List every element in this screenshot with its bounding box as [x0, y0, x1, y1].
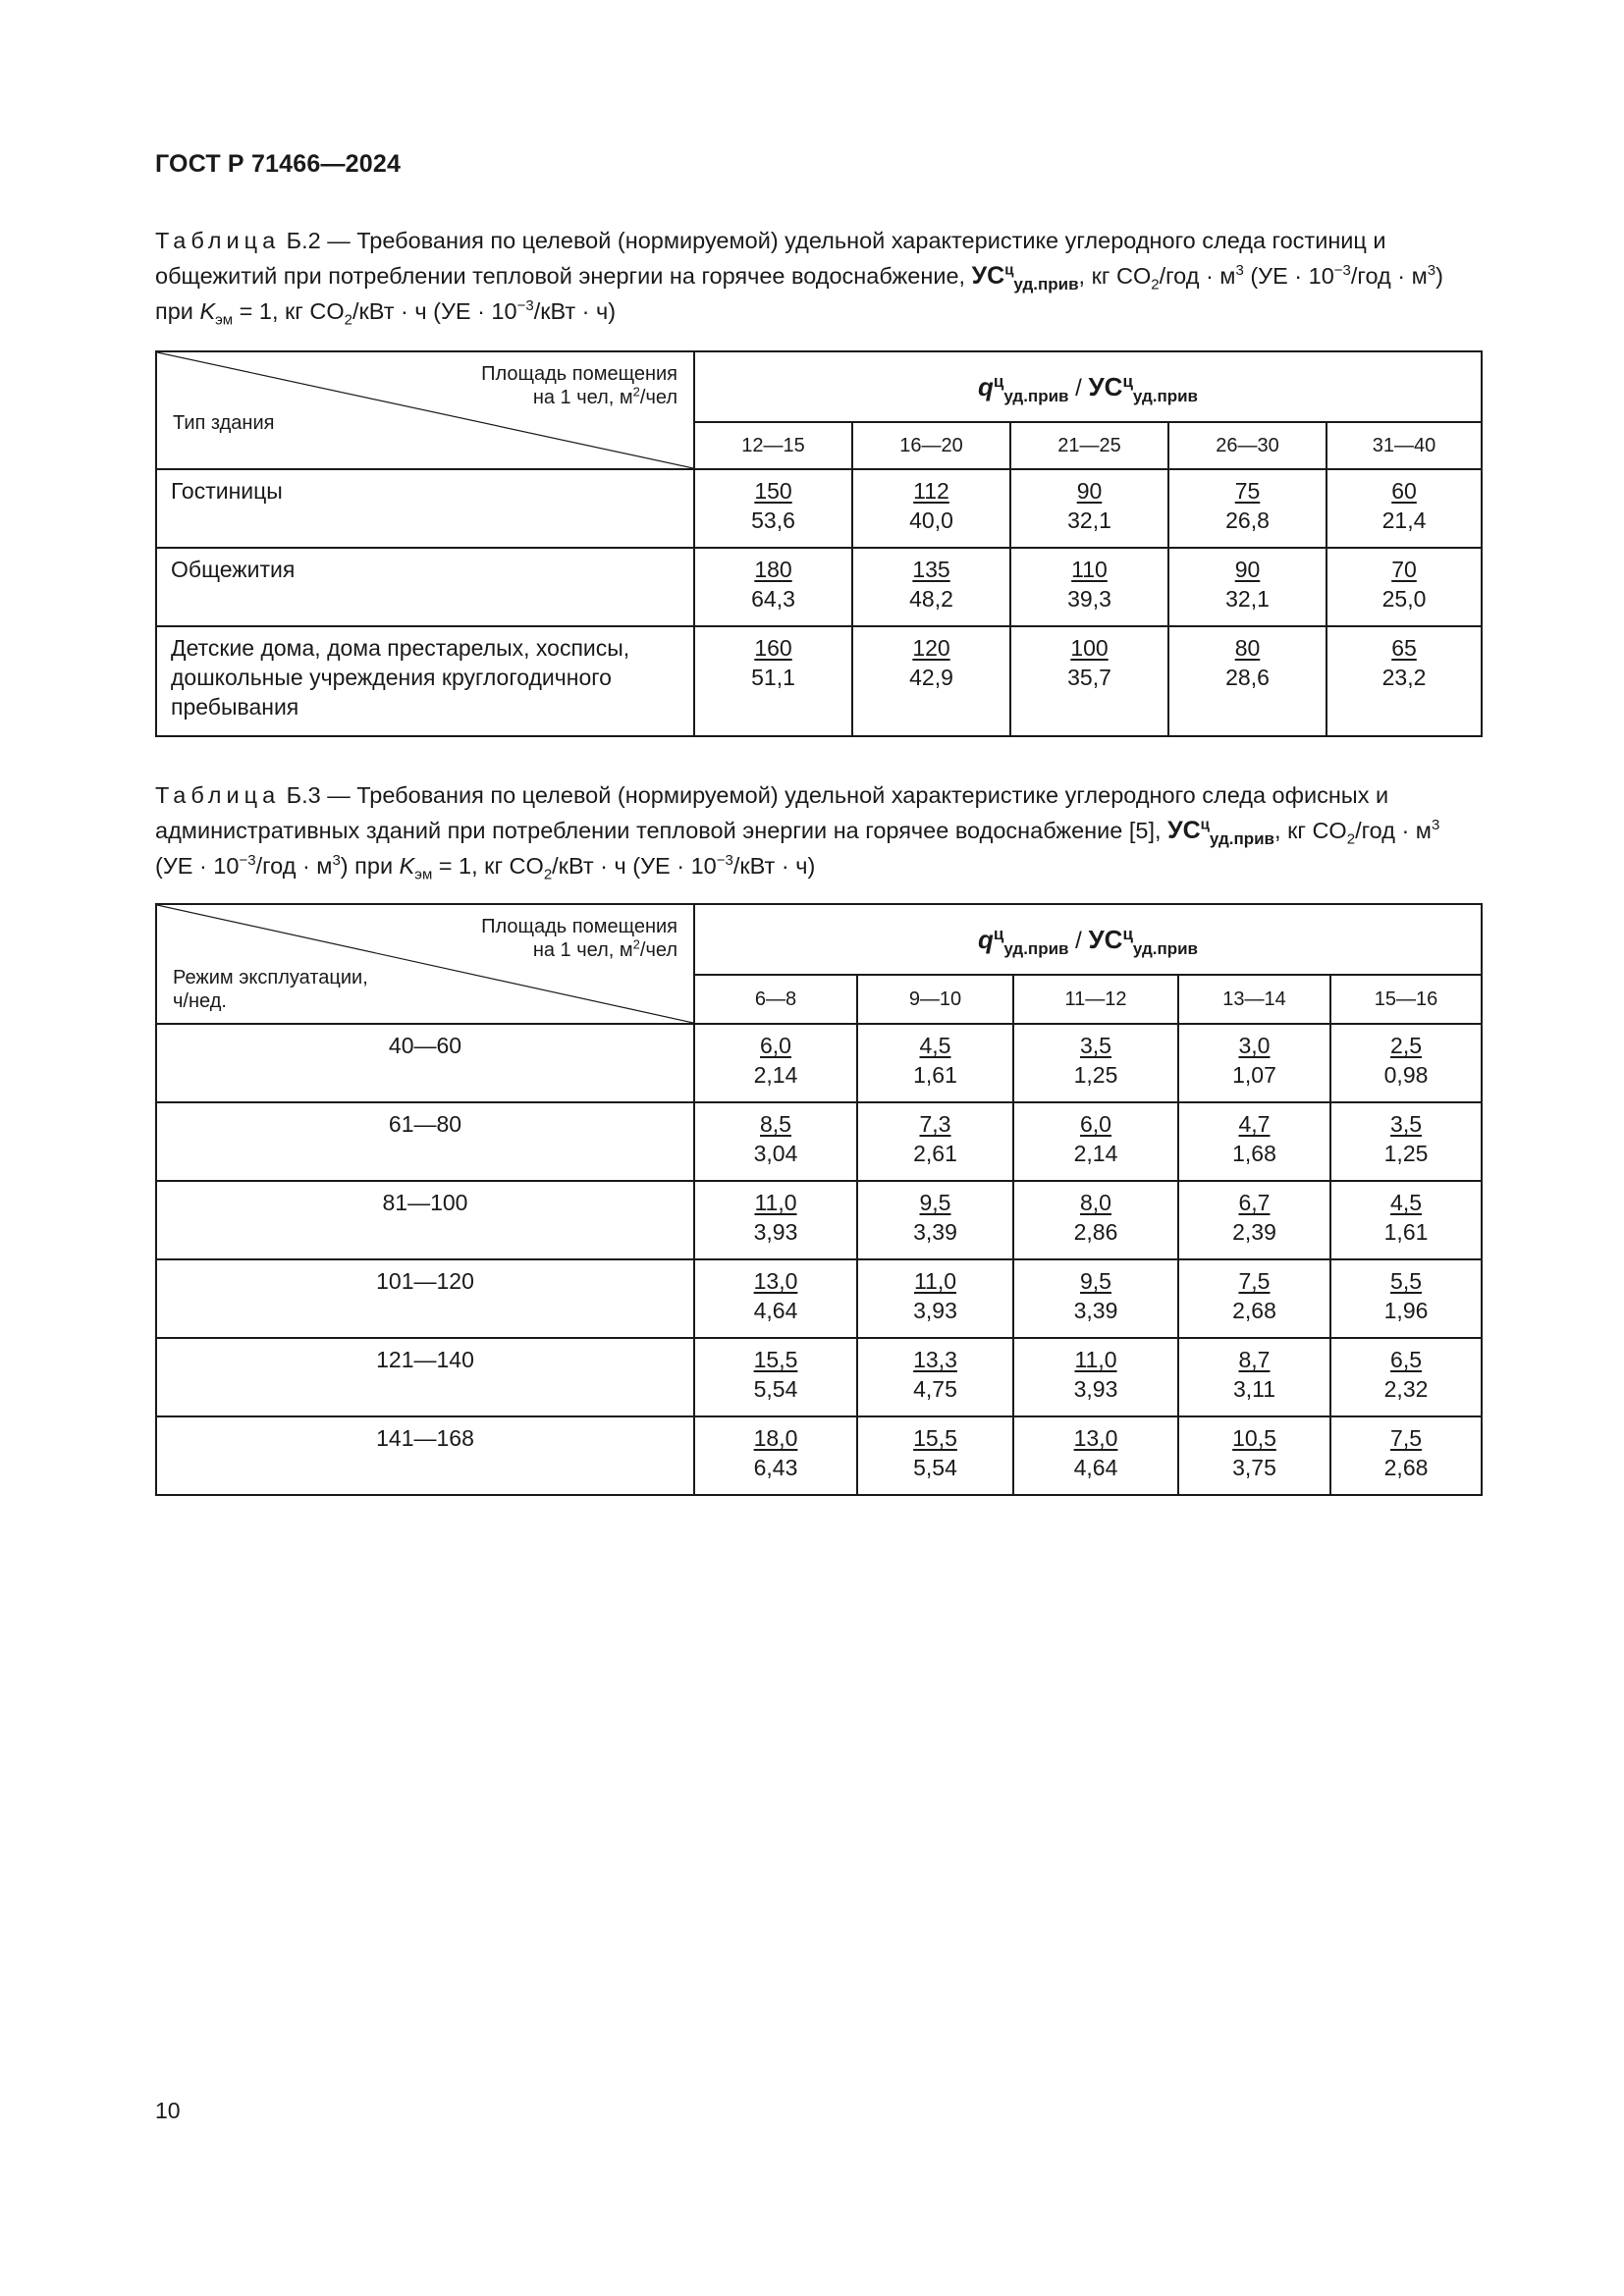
- value-cell: [1010, 548, 1168, 626]
- corner-top-label: [481, 915, 677, 962]
- value-specific: 70: [1391, 557, 1417, 582]
- value-specific: 110: [1071, 557, 1108, 582]
- value-cell: [1178, 1259, 1330, 1338]
- value-specific: 9,5: [1080, 1268, 1111, 1294]
- table-word: Таблица: [155, 782, 281, 808]
- label-line: Общежития: [171, 557, 296, 582]
- subscript: 2: [1151, 276, 1160, 294]
- value-cell: [1330, 1024, 1482, 1102]
- table-row: [156, 1259, 1482, 1338]
- value-specific: 100: [1070, 635, 1109, 661]
- table-b2: [155, 350, 1483, 737]
- value-cell: [1330, 1338, 1482, 1416]
- value-cell: [852, 548, 1010, 626]
- value-cell: [1330, 1102, 1482, 1181]
- corner-top-label: [481, 362, 677, 409]
- value-specific: 3,5: [1390, 1111, 1423, 1137]
- value-carbon: 1,25: [1383, 1141, 1429, 1166]
- caption-line: [155, 813, 1481, 848]
- value-carbon: 1,96: [1383, 1298, 1429, 1323]
- operation-mode-label: 40—60: [156, 1024, 694, 1102]
- slash: /: [1068, 374, 1089, 401]
- table-header-corner: [156, 904, 694, 1024]
- superscript: 2: [632, 936, 640, 952]
- superscript: 2: [632, 384, 640, 400]
- table-row: [156, 1102, 1482, 1181]
- table-row: [156, 548, 1482, 626]
- value-specific: 11,0: [754, 1190, 797, 1215]
- value-carbon: 3,11: [1232, 1376, 1276, 1402]
- value-cell: [857, 1024, 1013, 1102]
- value-carbon: 21,4: [1381, 507, 1427, 533]
- caption-text: ) при: [340, 853, 400, 879]
- value-specific: 2,5: [1390, 1033, 1423, 1058]
- value-carbon: 5,54: [753, 1376, 798, 1402]
- corner-text: Площадь помещения: [481, 363, 677, 385]
- caption-text: ): [1435, 263, 1443, 289]
- caption-text: /кВт · ч): [732, 853, 816, 879]
- value-cell: [1168, 469, 1326, 548]
- corner-bottom-label: [173, 966, 368, 1013]
- superscript: ц: [1122, 371, 1133, 391]
- subscript: 2: [344, 311, 352, 329]
- value-specific: 90: [1234, 557, 1261, 582]
- symbol-sub: уд.прив: [1013, 275, 1079, 294]
- value-carbon: 26,8: [1225, 507, 1270, 533]
- value-specific: 75: [1234, 478, 1261, 504]
- value-specific: 180: [754, 557, 792, 582]
- operation-mode-label: 141—168: [156, 1416, 694, 1495]
- caption-text: (УЕ · 10: [155, 853, 240, 879]
- subscript: эм: [414, 866, 433, 883]
- value-carbon: 2,68: [1232, 1298, 1276, 1323]
- value-cell: [857, 1416, 1013, 1495]
- value-carbon: 3,93: [1073, 1376, 1118, 1402]
- value-cell: [857, 1102, 1013, 1181]
- table-row: [156, 1181, 1482, 1259]
- value-cell: [1178, 1416, 1330, 1495]
- value-specific: 120: [912, 635, 950, 661]
- range-header: 26—30: [1168, 422, 1326, 469]
- value-specific: 6,0: [760, 1033, 791, 1058]
- value-specific: 9,5: [919, 1190, 951, 1215]
- table-row: [156, 1338, 1482, 1416]
- value-cell: [1178, 1102, 1330, 1181]
- value-carbon: 32,1: [1225, 586, 1270, 612]
- value-carbon: 64,3: [751, 586, 795, 612]
- value-specific: 11,0: [913, 1268, 957, 1294]
- table-header-corner: [156, 351, 694, 469]
- range-header: 6—8: [694, 975, 857, 1024]
- value-cell: [852, 626, 1010, 736]
- value-cell: [694, 1102, 857, 1181]
- symbol-us: [971, 261, 1079, 294]
- superscript: ц: [993, 371, 1004, 391]
- value-cell: [1326, 626, 1482, 736]
- value-specific: 4,5: [1390, 1190, 1423, 1215]
- value-specific: 8,0: [1080, 1190, 1111, 1215]
- superscript: ц: [1122, 924, 1133, 943]
- caption-text: общежитий при потреблении тепловой энергии на горячее водоснабжение,: [155, 263, 972, 289]
- symbol-base: УС: [971, 262, 1005, 290]
- caption-line: [155, 848, 1481, 883]
- value-carbon: 3,04: [753, 1141, 798, 1166]
- value-carbon: 3,39: [1073, 1298, 1118, 1323]
- caption-line: [155, 777, 1481, 813]
- value-cell: [694, 1259, 857, 1338]
- indicator-header: [694, 351, 1482, 422]
- value-specific: 7,3: [919, 1111, 951, 1137]
- caption-text: = 1, кг CO: [432, 853, 544, 879]
- table-row: [156, 1024, 1482, 1102]
- caption-text: Б.3 — Требования по целевой (нормируемой) удельной характеристике углеродного следа офисных и: [280, 782, 1389, 808]
- value-carbon: 3,75: [1232, 1455, 1276, 1480]
- value-cell: [1330, 1181, 1482, 1259]
- value-carbon: 1,61: [913, 1062, 957, 1088]
- value-carbon: 1,61: [1383, 1219, 1429, 1245]
- value-specific: 3,5: [1080, 1033, 1111, 1058]
- value-carbon: 53,6: [751, 507, 795, 533]
- value-cell: [694, 548, 852, 626]
- operation-mode-label: 81—100: [156, 1181, 694, 1259]
- value-carbon: 48,2: [909, 586, 953, 612]
- caption-line: [155, 223, 1481, 258]
- value-cell: [1330, 1259, 1482, 1338]
- caption-text: /кВт · ч (УЕ · 10: [352, 298, 517, 324]
- value-cell: [857, 1338, 1013, 1416]
- value-cell: [1178, 1024, 1330, 1102]
- value-carbon: 1,07: [1232, 1062, 1276, 1088]
- value-specific: 90: [1076, 478, 1103, 504]
- caption-text: /кВт · ч): [533, 298, 617, 324]
- value-specific: 3,0: [1238, 1033, 1271, 1058]
- range-header: 16—20: [852, 422, 1010, 469]
- superscript: 3: [1431, 817, 1440, 834]
- value-carbon: 4,75: [913, 1376, 957, 1402]
- value-cell: [1013, 1102, 1178, 1181]
- operation-mode-label: 101—120: [156, 1259, 694, 1338]
- value-cell: [1013, 1181, 1178, 1259]
- value-specific: 135: [912, 557, 950, 582]
- caption-line: [155, 294, 1481, 329]
- superscript: ц: [993, 924, 1004, 943]
- value-carbon: 42,9: [909, 665, 953, 690]
- symbol-sub: уд.прив: [1209, 829, 1275, 848]
- label-line: пребывания: [171, 694, 299, 720]
- value-carbon: 3,93: [913, 1298, 957, 1323]
- subscript: 2: [543, 866, 553, 883]
- value-carbon: 3,93: [753, 1219, 798, 1245]
- superscript: −3: [516, 297, 534, 315]
- value-carbon: 25,0: [1381, 586, 1427, 612]
- value-cell: [852, 469, 1010, 548]
- value-carbon: 39,3: [1067, 586, 1111, 612]
- value-specific: 15,5: [913, 1425, 957, 1451]
- operation-mode-label: 61—80: [156, 1102, 694, 1181]
- value-specific: 10,5: [1232, 1425, 1276, 1451]
- value-cell: [1010, 626, 1168, 736]
- corner-text: Площадь помещения: [481, 916, 677, 937]
- value-specific: 8,7: [1238, 1347, 1271, 1372]
- caption-text: /год · м: [255, 853, 333, 879]
- corner-text-part: на 1 чел, м: [532, 387, 633, 408]
- value-cell: [694, 1024, 857, 1102]
- caption-text: при: [155, 298, 200, 324]
- value-cell: [1168, 626, 1326, 736]
- value-specific: 60: [1391, 478, 1417, 504]
- range-header: 15—16: [1330, 975, 1482, 1024]
- value-cell: [1013, 1338, 1178, 1416]
- value-specific: 65: [1391, 635, 1417, 661]
- value-carbon: 1,68: [1232, 1141, 1276, 1166]
- value-specific: 80: [1234, 635, 1261, 661]
- caption-text: , кг CO: [1274, 818, 1347, 843]
- value-carbon: 2,32: [1383, 1376, 1429, 1402]
- value-specific: 8,5: [760, 1111, 791, 1137]
- value-carbon: 40,0: [909, 507, 953, 533]
- corner-text: [481, 938, 677, 962]
- caption-text: /год · м: [1355, 818, 1432, 843]
- symbol-sup: ц: [1200, 816, 1210, 833]
- value-specific: 15,5: [753, 1347, 798, 1372]
- superscript: 3: [1235, 262, 1244, 280]
- value-cell: [1326, 469, 1482, 548]
- value-specific: 6,7: [1238, 1190, 1271, 1215]
- corner-text-part: на 1 чел, м: [532, 939, 633, 961]
- subscript: 2: [1346, 830, 1356, 848]
- value-cell: [1013, 1416, 1178, 1495]
- range-header: 11—12: [1013, 975, 1178, 1024]
- value-carbon: 4,64: [753, 1298, 798, 1323]
- q-symbol: q: [978, 371, 994, 401]
- value-specific: 18,0: [753, 1425, 798, 1451]
- superscript: −3: [716, 852, 733, 870]
- value-specific: 4,7: [1238, 1111, 1271, 1137]
- value-cell: [1013, 1259, 1178, 1338]
- indicator-header: [694, 904, 1482, 975]
- value-carbon: 51,1: [751, 665, 795, 690]
- value-specific: 11,0: [1074, 1347, 1117, 1372]
- corner-bottom-label: Тип здания: [173, 412, 275, 434]
- value-carbon: 1,25: [1073, 1062, 1118, 1088]
- value-specific: 13,3: [913, 1347, 957, 1372]
- superscript: 3: [1427, 262, 1436, 280]
- k-symbol: K: [399, 853, 415, 879]
- corner-text: [481, 386, 677, 409]
- value-carbon: 2,39: [1232, 1219, 1276, 1245]
- table-b3: [155, 903, 1483, 1496]
- value-carbon: 2,14: [753, 1062, 798, 1088]
- value-cell: [1326, 548, 1482, 626]
- value-carbon: 5,54: [913, 1455, 957, 1480]
- value-specific: 5,5: [1390, 1268, 1423, 1294]
- us-symbol: УС: [1088, 371, 1123, 401]
- caption-text: /год · м: [1350, 263, 1428, 289]
- value-carbon: 28,6: [1225, 665, 1270, 690]
- value-specific: 160: [754, 635, 792, 661]
- page-number: 10: [155, 2098, 181, 2123]
- value-carbon: 35,7: [1067, 665, 1111, 690]
- value-carbon: 2,61: [913, 1141, 957, 1166]
- table-row: [156, 469, 1482, 548]
- subscript: эм: [215, 311, 234, 329]
- value-cell: [694, 469, 852, 548]
- building-type-label: [156, 626, 694, 736]
- label-line: дошкольные учреждения круглогодичного: [171, 665, 612, 690]
- subscript: уд.прив: [1003, 386, 1069, 405]
- value-specific: 7,5: [1238, 1268, 1271, 1294]
- value-specific: 4,5: [919, 1033, 951, 1058]
- corner-text: Режим эксплуатации,: [173, 967, 368, 988]
- value-specific: 7,5: [1390, 1425, 1423, 1451]
- k-symbol: K: [199, 298, 216, 324]
- value-cell: [694, 1338, 857, 1416]
- us-symbol: УС: [1088, 924, 1123, 954]
- value-carbon: 0,98: [1383, 1062, 1429, 1088]
- value-cell: [694, 626, 852, 736]
- table-row: [156, 626, 1482, 736]
- caption-text: /кВт · ч (УЕ · 10: [552, 853, 717, 879]
- subscript: уд.прив: [1132, 938, 1199, 958]
- value-cell: [1168, 548, 1326, 626]
- document-header: ГОСТ Р 71466—2024: [155, 150, 402, 178]
- value-specific: 6,5: [1390, 1347, 1423, 1372]
- value-carbon: 2,14: [1073, 1141, 1118, 1166]
- value-specific: 150: [754, 478, 792, 504]
- value-cell: [1010, 469, 1168, 548]
- value-specific: 6,0: [1080, 1111, 1111, 1137]
- caption-line: [155, 258, 1481, 294]
- label-line: Детские дома, дома престарелых, хосписы,: [171, 635, 630, 661]
- value-carbon: 23,2: [1381, 665, 1427, 690]
- value-cell: [694, 1181, 857, 1259]
- subscript: уд.прив: [1132, 386, 1199, 405]
- operation-mode-label: 121—140: [156, 1338, 694, 1416]
- building-type-label: [156, 548, 694, 626]
- value-carbon: 32,1: [1067, 507, 1111, 533]
- table-b2-caption: [155, 223, 1481, 329]
- value-specific: 13,0: [753, 1268, 798, 1294]
- value-carbon: 2,86: [1073, 1219, 1118, 1245]
- symbol-sup: ц: [1004, 261, 1014, 279]
- caption-text: (УЕ · 10: [1243, 263, 1334, 289]
- value-cell: [1178, 1338, 1330, 1416]
- superscript: 3: [332, 852, 341, 870]
- range-header: 31—40: [1326, 422, 1482, 469]
- value-cell: [694, 1416, 857, 1495]
- superscript: −3: [239, 852, 256, 870]
- caption-text: Б.2 — Требования по целевой (нормируемой) удельной характеристике углеродного следа гостиниц и: [280, 228, 1386, 253]
- table-word: Таблица: [155, 228, 281, 253]
- caption-text: = 1, кг CO: [233, 298, 345, 324]
- corner-text-part: /чел: [639, 939, 677, 961]
- superscript: −3: [1333, 262, 1351, 280]
- value-carbon: 2,68: [1383, 1455, 1429, 1480]
- table-b3-caption: [155, 777, 1481, 883]
- value-specific: 13,0: [1073, 1425, 1118, 1451]
- value-cell: [1330, 1416, 1482, 1495]
- range-header: 12—15: [694, 422, 852, 469]
- range-header: 13—14: [1178, 975, 1330, 1024]
- range-header: 9—10: [857, 975, 1013, 1024]
- q-symbol: q: [978, 924, 994, 954]
- slash: /: [1068, 927, 1089, 954]
- symbol-us: [1167, 816, 1275, 848]
- value-cell: [1013, 1024, 1178, 1102]
- value-carbon: 6,43: [753, 1455, 798, 1480]
- value-cell: [857, 1259, 1013, 1338]
- caption-text: , кг CO: [1078, 263, 1152, 289]
- table-row: [156, 1416, 1482, 1495]
- building-type-label: [156, 469, 694, 548]
- caption-text: административных зданий при потреблении тепловой энергии на горячее водоснабжение [5],: [155, 818, 1168, 843]
- range-header: 21—25: [1010, 422, 1168, 469]
- value-carbon: 4,64: [1073, 1455, 1118, 1480]
- value-specific: 112: [913, 478, 949, 504]
- value-cell: [857, 1181, 1013, 1259]
- table-b3-body: [156, 1024, 1482, 1495]
- value-cell: [1178, 1181, 1330, 1259]
- corner-text: ч/нед.: [173, 990, 227, 1012]
- symbol-base: УС: [1167, 817, 1201, 844]
- subscript: уд.прив: [1003, 938, 1069, 958]
- corner-text-part: /чел: [639, 387, 677, 408]
- value-carbon: 3,39: [913, 1219, 957, 1245]
- caption-text: /год · м: [1159, 263, 1236, 289]
- label-line: Гостиницы: [171, 478, 283, 504]
